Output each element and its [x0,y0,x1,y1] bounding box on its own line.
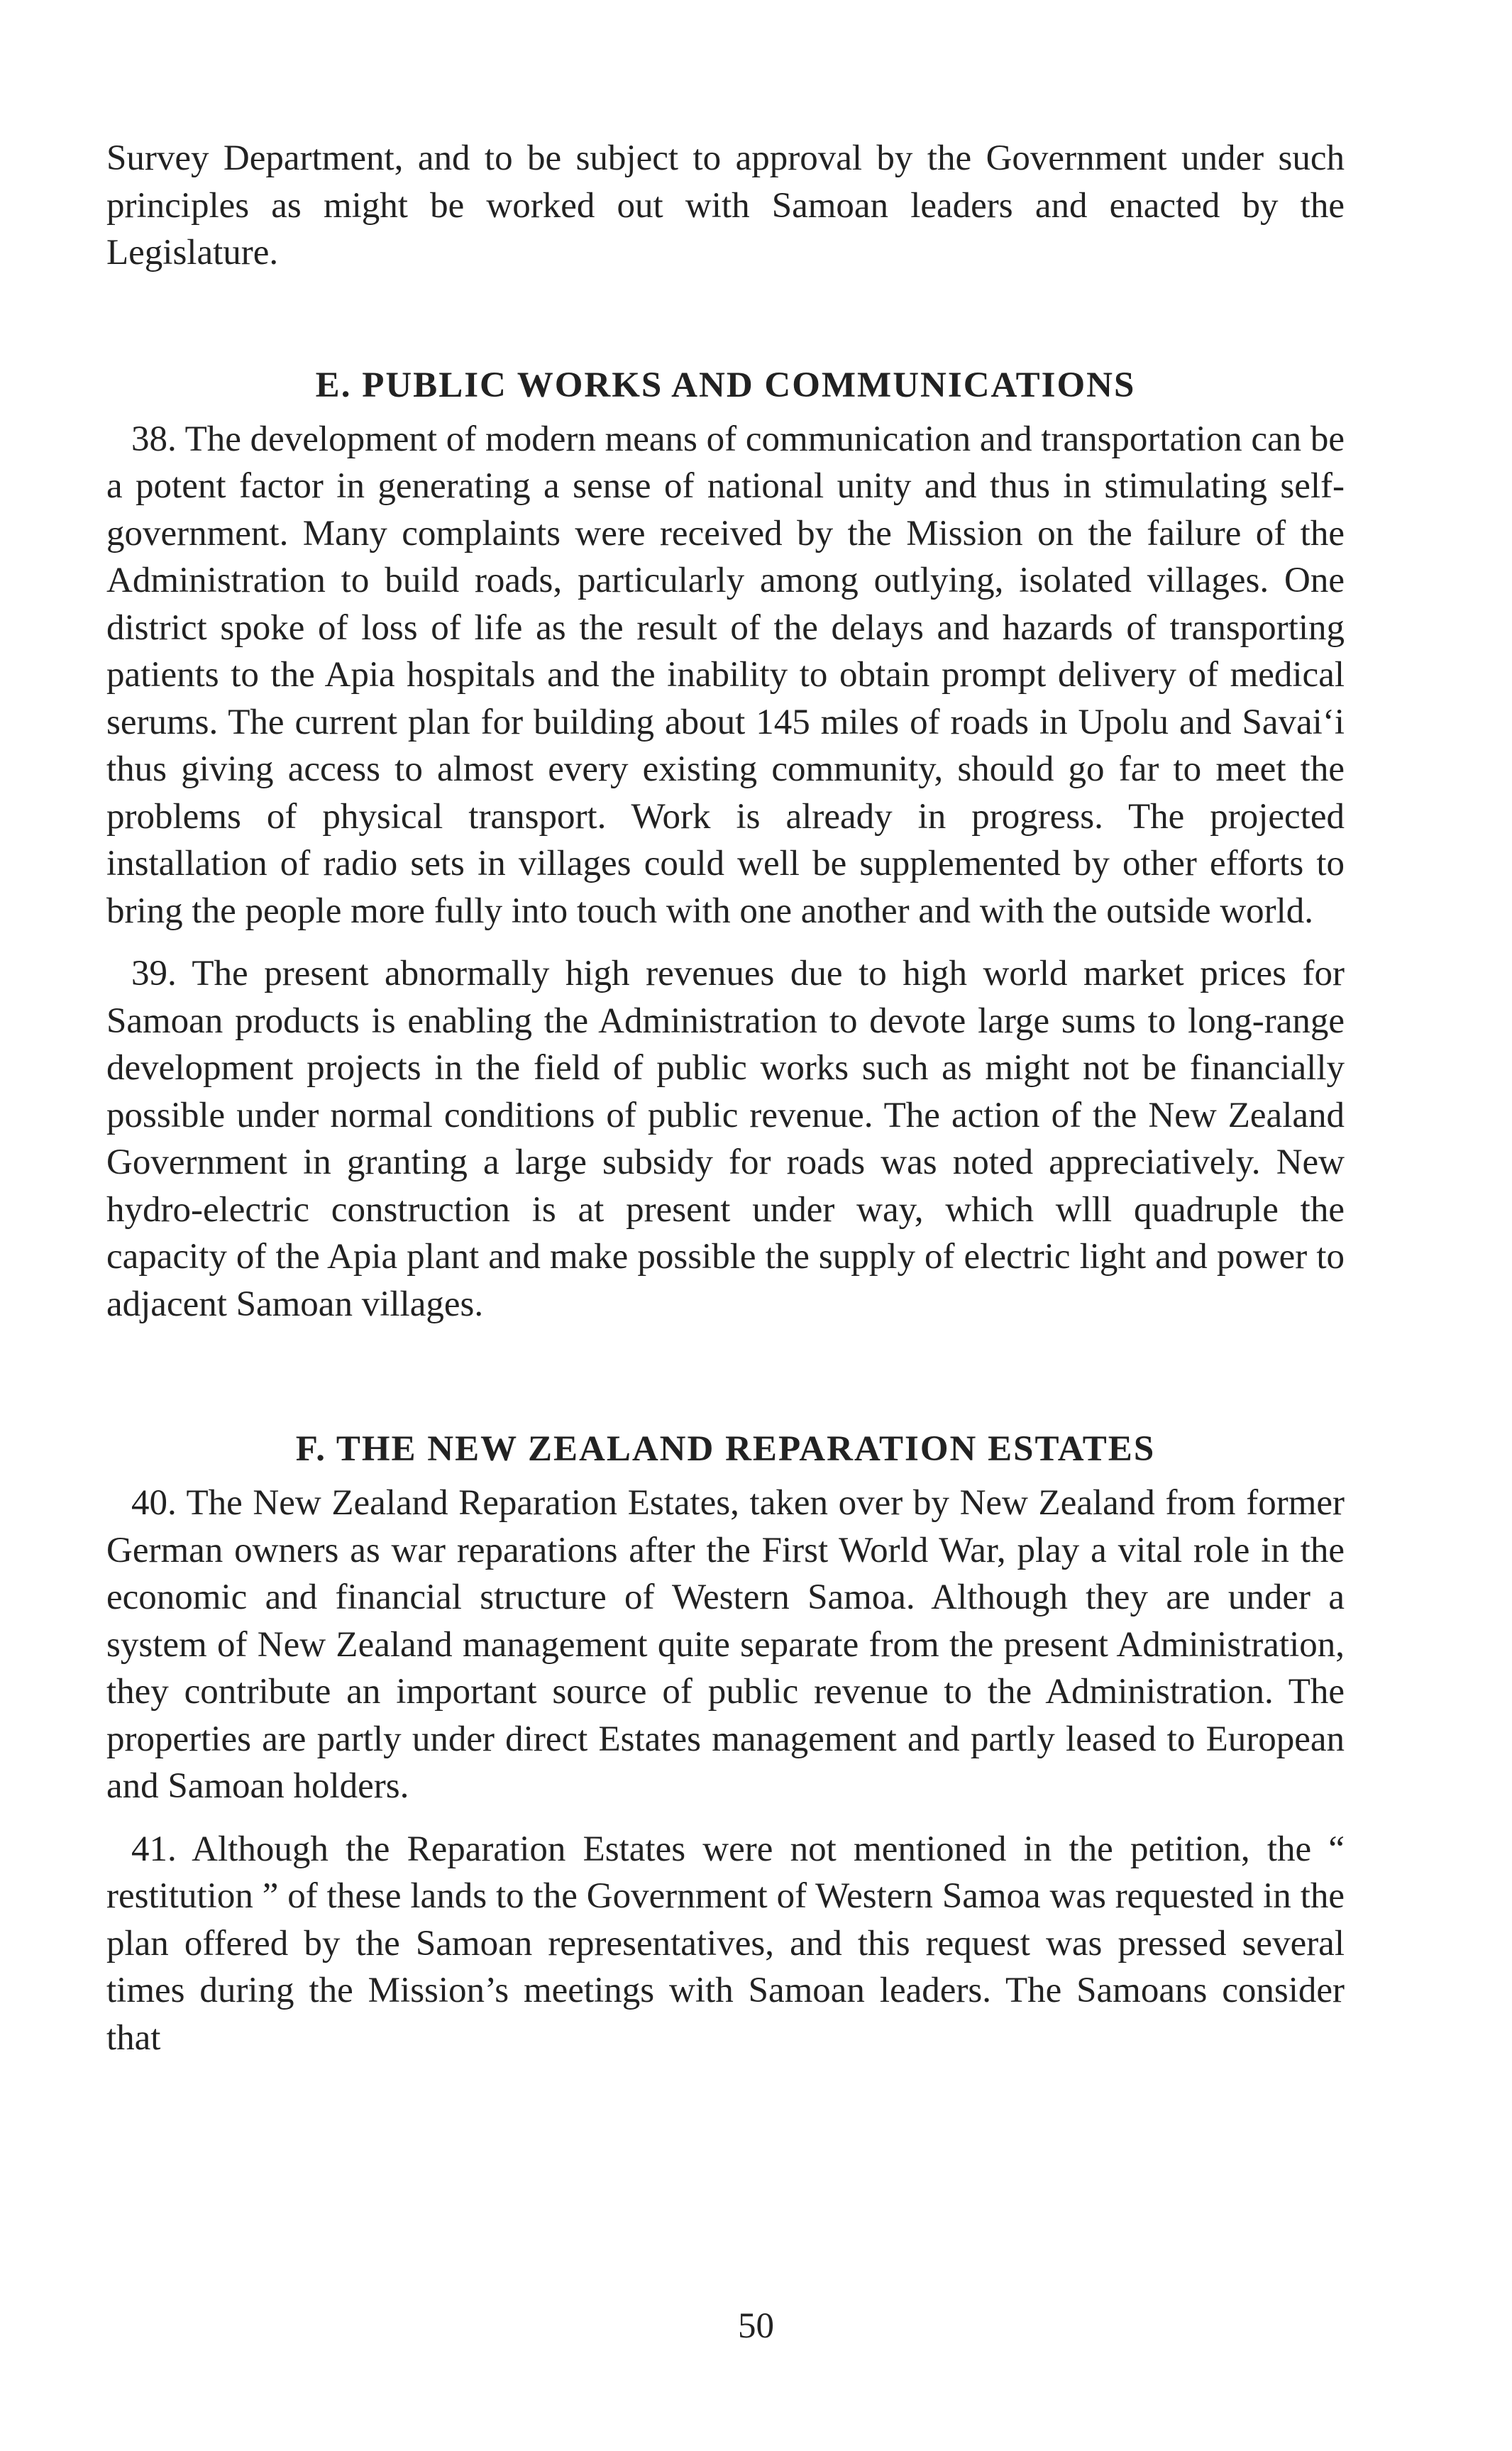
paragraph-40: 40. The New Zealand Reparation Estates, taken over by New Zealand from former German owners as war reparations after the First World War, play a vital role in the economic and financial structure of Western Samoa. Although they are under a system of New Zealand management quite separate from the present Administration, they contribute an important source of public revenue to the Administration. The properties are partly under direct Estates management and partly leased to European and Samoan holders. [106,1483,1345,1806]
section-reparation-estates [106,1426,1345,2061]
section-public-works [106,362,1345,1328]
section-heading-reparation-estates: F. THE NEW ZEALAND REPARATION ESTATES [295,1429,1156,1469]
paragraph-38: 38. The development of modern means of communication and transportation can be a potent factor in generating a sense of national unity and thus in stimulating self-government. Many complaints were received by the Mission on the failure of the Administration to build roads, particularly among outlying, isolated villages. One district spoke of loss of life as the result of the delays and hazards of transporting patients to the Apia hospitals and the inability to obtain prompt delivery of medical serums. The current plan for building about 145 miles of roads in Upolu and Savai‘i thus giving access to almost every existing community, should go far to meet the problems of physical transport. Work is already in progress. The projected installation of radio sets in villages could well be supplemented by other efforts to bring the people more fully into touch with one another and with the outside world. [106,419,1345,931]
continuation-paragraph: Survey Department, and to be subject to approval by the Government under such principles as might be worked out with Samoan leaders and enacted by the Legislature. [106,138,1345,272]
paragraph-41: 41. Although the Reparation Estates were not mentioned in the petition, the “ restitution ” of these lands to the Government of Western Samoa was requested in the plan offered by the Samoan representatives, and this request was pressed several times during the Mission’s meetings with Samoan leaders. The Samoans consider that [106,1829,1345,2058]
section-heading-public-works: E. PUBLIC WORKS AND COMMUNICATIONS [315,365,1136,405]
document-page [106,135,1345,2061]
paragraph-39: 39. The present abnormally high revenues due to high world market prices for Samoan products is enabling the Administration to devote large sums to long-range development projects in the field of public works such as might not be financially possible under normal conditions of public revenue. The action of the New Zealand Government in granting a large subsidy for roads was noted appreciatively. New hydro-electric construction is at present under way, which wlll quadruple the capacity of the Apia plant and make possible the supply of electric light and power to adjacent Samoan villages. [106,954,1345,1324]
page-number: 50 [738,2306,774,2346]
